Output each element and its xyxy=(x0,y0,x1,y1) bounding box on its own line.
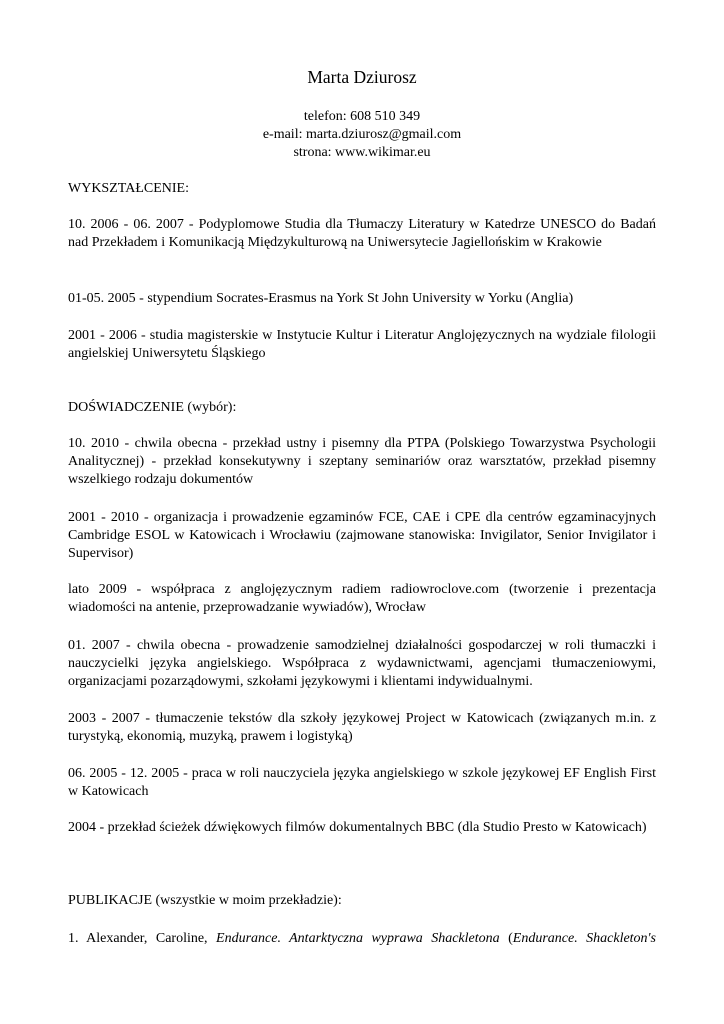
experience-item: 06. 2005 - 12. 2005 - praca w roli nauczyciela języka angielskiego w szkole językowej EF English First w Katowicach xyxy=(68,766,656,799)
publication-title-en: Endurance. Shackleton's xyxy=(512,931,656,946)
email-line: e-mail: marta.dziurosz@gmail.com xyxy=(262,127,462,142)
website-line: strona: www.wikimar.eu xyxy=(293,145,431,160)
phone-line: telefon: 608 510 349 xyxy=(303,109,421,124)
publication-item xyxy=(68,930,656,948)
experience-item: 01. 2007 - chwila obecna - prowadzenie samodzielnej działalności gospodarczej w roli tłumaczki i nauczycielki języka angielskiego. Współpraca z wydawnictwami, agencjami tłumaczeniowymi, organizacjami pozarządowymi, szkołami językowymi i klientami indywidualnymi. xyxy=(68,638,656,689)
publication-title-pl: Endurance. Antarktyczna wyprawa Shackletona xyxy=(216,931,500,946)
experience-item: 10. 2010 - chwila obecna - przekład ustny i pisemny dla PTPA (Polskiego Towarzystwa Psychologii Analitycznej) - przekład konsekutywny i szeptany seminariów oraz warsztatów, przekład pisemny wszelkiego rodzaju dokumentów xyxy=(68,436,656,487)
education-heading: WYKSZTAŁCENIE: xyxy=(68,181,189,196)
experience-item: 2001 - 2010 - organizacja i prowadzenie egzaminów FCE, CAE i CPE dla centrów egzaminacyjnych Cambridge ESOL w Katowicach i Wrocławiu (zajmowane stanowiska: Invigilator, Senior Invigilator i Supervisor) xyxy=(68,510,656,561)
education-item: 2001 - 2006 - studia magisterskie w Instytucie Kultur i Literatur Anglojęzycznych na wydziale filologii angielskiej Uniwersytetu Śląskiego xyxy=(68,328,656,361)
experience-heading: DOŚWIADCZENIE (wybór): xyxy=(68,400,237,415)
education-item: 10. 2006 - 06. 2007 - Podyplomowe Studia dla Tłumaczy Literatury w Katedrze UNESCO do Badań nad Przekładem i Komunikacją Międzykulturową na Uniwersytecie Jagiellońskim w Krakowie xyxy=(68,217,656,250)
person-name: Marta Dziurosz xyxy=(307,67,417,87)
experience-item: 2003 - 2007 - tłumaczenie tekstów dla szkoły językowej Project w Katowicach (związanych m.in. z turystyką, ekonomią, muzyką, prawem i logistyką) xyxy=(68,711,656,744)
education-item: 01-05. 2005 - stypendium Socrates-Erasmus na York St John University w Yorku (Anglia) xyxy=(68,291,574,306)
publication-author: 1. Alexander, Caroline, xyxy=(68,931,217,946)
experience-item: 2004 - przekład ścieżek dźwiękowych filmów dokumentalnych BBC (dla Studio Presto w Katowicach) xyxy=(68,820,647,835)
publication-separator: ( xyxy=(499,931,513,946)
publications-heading: PUBLIKACJE (wszystkie w moim przekładzie): xyxy=(68,893,342,908)
experience-item: lato 2009 - współpraca z anglojęzycznym radiem radiowroclove.com (tworzenie i prezentacja wiadomości na antenie, przeprowadzanie wywiadów), Wrocław xyxy=(68,582,656,615)
